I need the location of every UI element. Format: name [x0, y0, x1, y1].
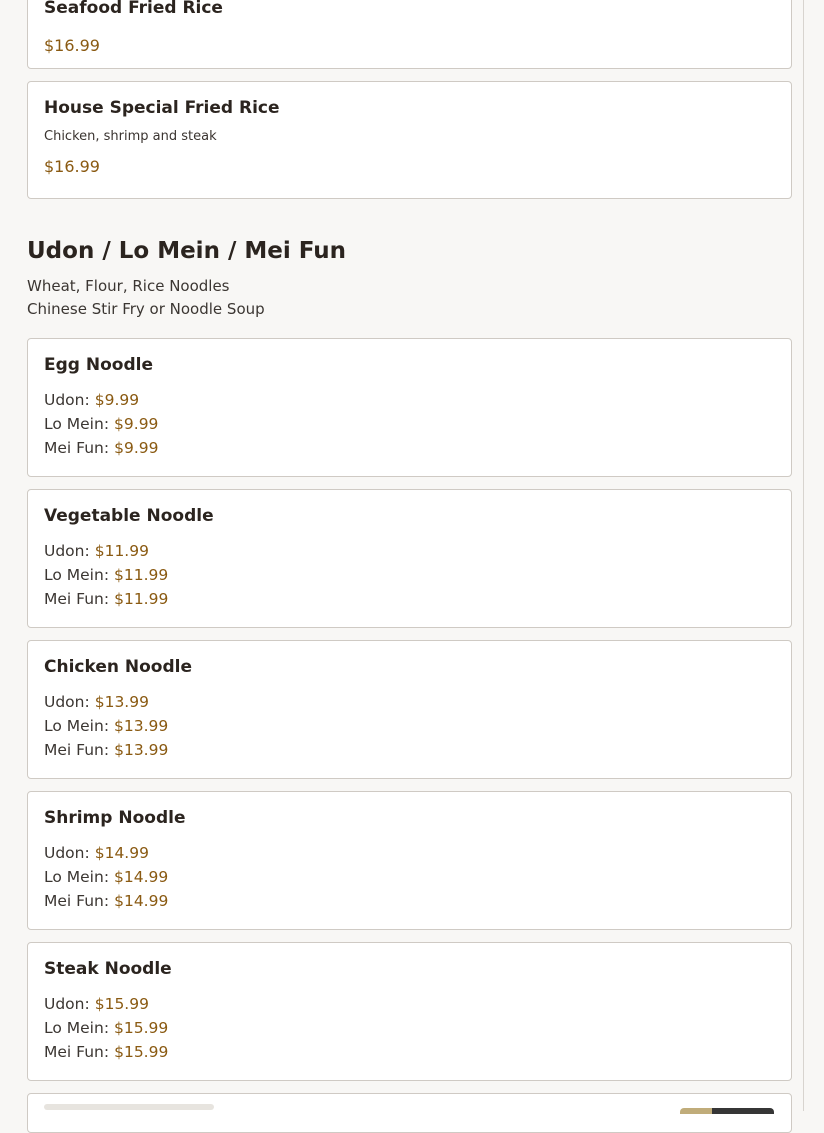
item-title: House Special Fried Rice — [44, 98, 280, 118]
variant-label: Udon: — [44, 542, 90, 560]
variant-label: Lo Mein: — [44, 566, 110, 584]
variant-label: Lo Mein: — [44, 717, 110, 735]
variant-label: Udon: — [44, 693, 90, 711]
price-variant — [44, 388, 775, 412]
item-photo-thumbnail — [680, 1108, 774, 1114]
variant-price: $9.99 — [94, 391, 140, 409]
variant-label: Mei Fun: — [44, 1043, 110, 1061]
price-variant — [44, 841, 775, 865]
price-variant-list — [44, 388, 775, 460]
item-title-cropped — [44, 1104, 214, 1110]
menu-item-card[interactable] — [27, 942, 792, 1081]
variant-price: $14.99 — [114, 868, 169, 886]
item-title: Steak Noodle — [44, 959, 172, 979]
item-title: Seafood Fried Rice — [44, 0, 223, 18]
price-variant — [44, 889, 775, 913]
variant-price: $11.99 — [94, 542, 149, 560]
item-title: Chicken Noodle — [44, 657, 192, 677]
item-title: Shrimp Noodle — [44, 808, 186, 828]
variant-price: $15.99 — [94, 995, 149, 1013]
price-variant-list — [44, 690, 775, 762]
menu-item-card[interactable] — [27, 338, 792, 477]
price-variant — [44, 412, 775, 436]
variant-price: $15.99 — [114, 1043, 169, 1061]
variant-label: Mei Fun: — [44, 892, 110, 910]
variant-price: $15.99 — [114, 1019, 169, 1037]
variant-price: $13.99 — [114, 717, 169, 735]
variant-price: $14.99 — [114, 892, 169, 910]
price-variant — [44, 690, 775, 714]
variant-label: Udon: — [44, 844, 90, 862]
item-title: Egg Noodle — [44, 355, 153, 375]
variant-label: Mei Fun: — [44, 741, 110, 759]
item-title: Vegetable Noodle — [44, 506, 214, 526]
price-variant-list — [44, 841, 775, 913]
item-price: $16.99 — [44, 157, 100, 176]
price-variant — [44, 714, 775, 738]
variant-price: $11.99 — [114, 590, 169, 608]
variant-label: Udon: — [44, 995, 90, 1013]
variant-price: $14.99 — [94, 844, 149, 862]
section-subtitle: Chinese Stir Fry or Noodle Soup — [27, 300, 265, 318]
variant-price: $9.99 — [114, 415, 159, 433]
variant-label: Lo Mein: — [44, 1019, 110, 1037]
menu-item-card[interactable] — [27, 1093, 792, 1133]
section-subtitle: Wheat, Flour, Rice Noodles — [27, 277, 230, 295]
variant-price: $13.99 — [114, 741, 169, 759]
price-variant — [44, 1016, 775, 1040]
variant-label: Lo Mein: — [44, 415, 110, 433]
menu-item-card[interactable] — [27, 791, 792, 930]
variant-label: Mei Fun: — [44, 590, 110, 608]
price-variant — [44, 539, 775, 563]
item-description: Chicken, shrimp and steak — [44, 129, 217, 144]
price-variant-list — [44, 992, 775, 1064]
menu-item-card[interactable] — [27, 489, 792, 628]
variant-label: Udon: — [44, 391, 90, 409]
item-price: $16.99 — [44, 36, 100, 55]
menu-item-card[interactable] — [27, 81, 792, 199]
price-variant — [44, 865, 775, 889]
price-variant — [44, 1040, 775, 1064]
price-variant — [44, 587, 775, 611]
price-variant — [44, 738, 775, 762]
menu-item-card[interactable] — [27, 640, 792, 779]
price-variant — [44, 563, 775, 587]
section-title: Udon / Lo Mein / Mei Fun — [27, 238, 347, 264]
variant-price: $9.99 — [114, 439, 159, 457]
variant-price: $11.99 — [114, 566, 169, 584]
variant-label: Mei Fun: — [44, 439, 110, 457]
variant-price: $13.99 — [94, 693, 149, 711]
menu-item-card[interactable] — [27, 0, 792, 69]
price-variant — [44, 436, 775, 460]
price-variant — [44, 992, 775, 1016]
variant-label: Lo Mein: — [44, 868, 110, 886]
price-variant-list — [44, 539, 775, 611]
